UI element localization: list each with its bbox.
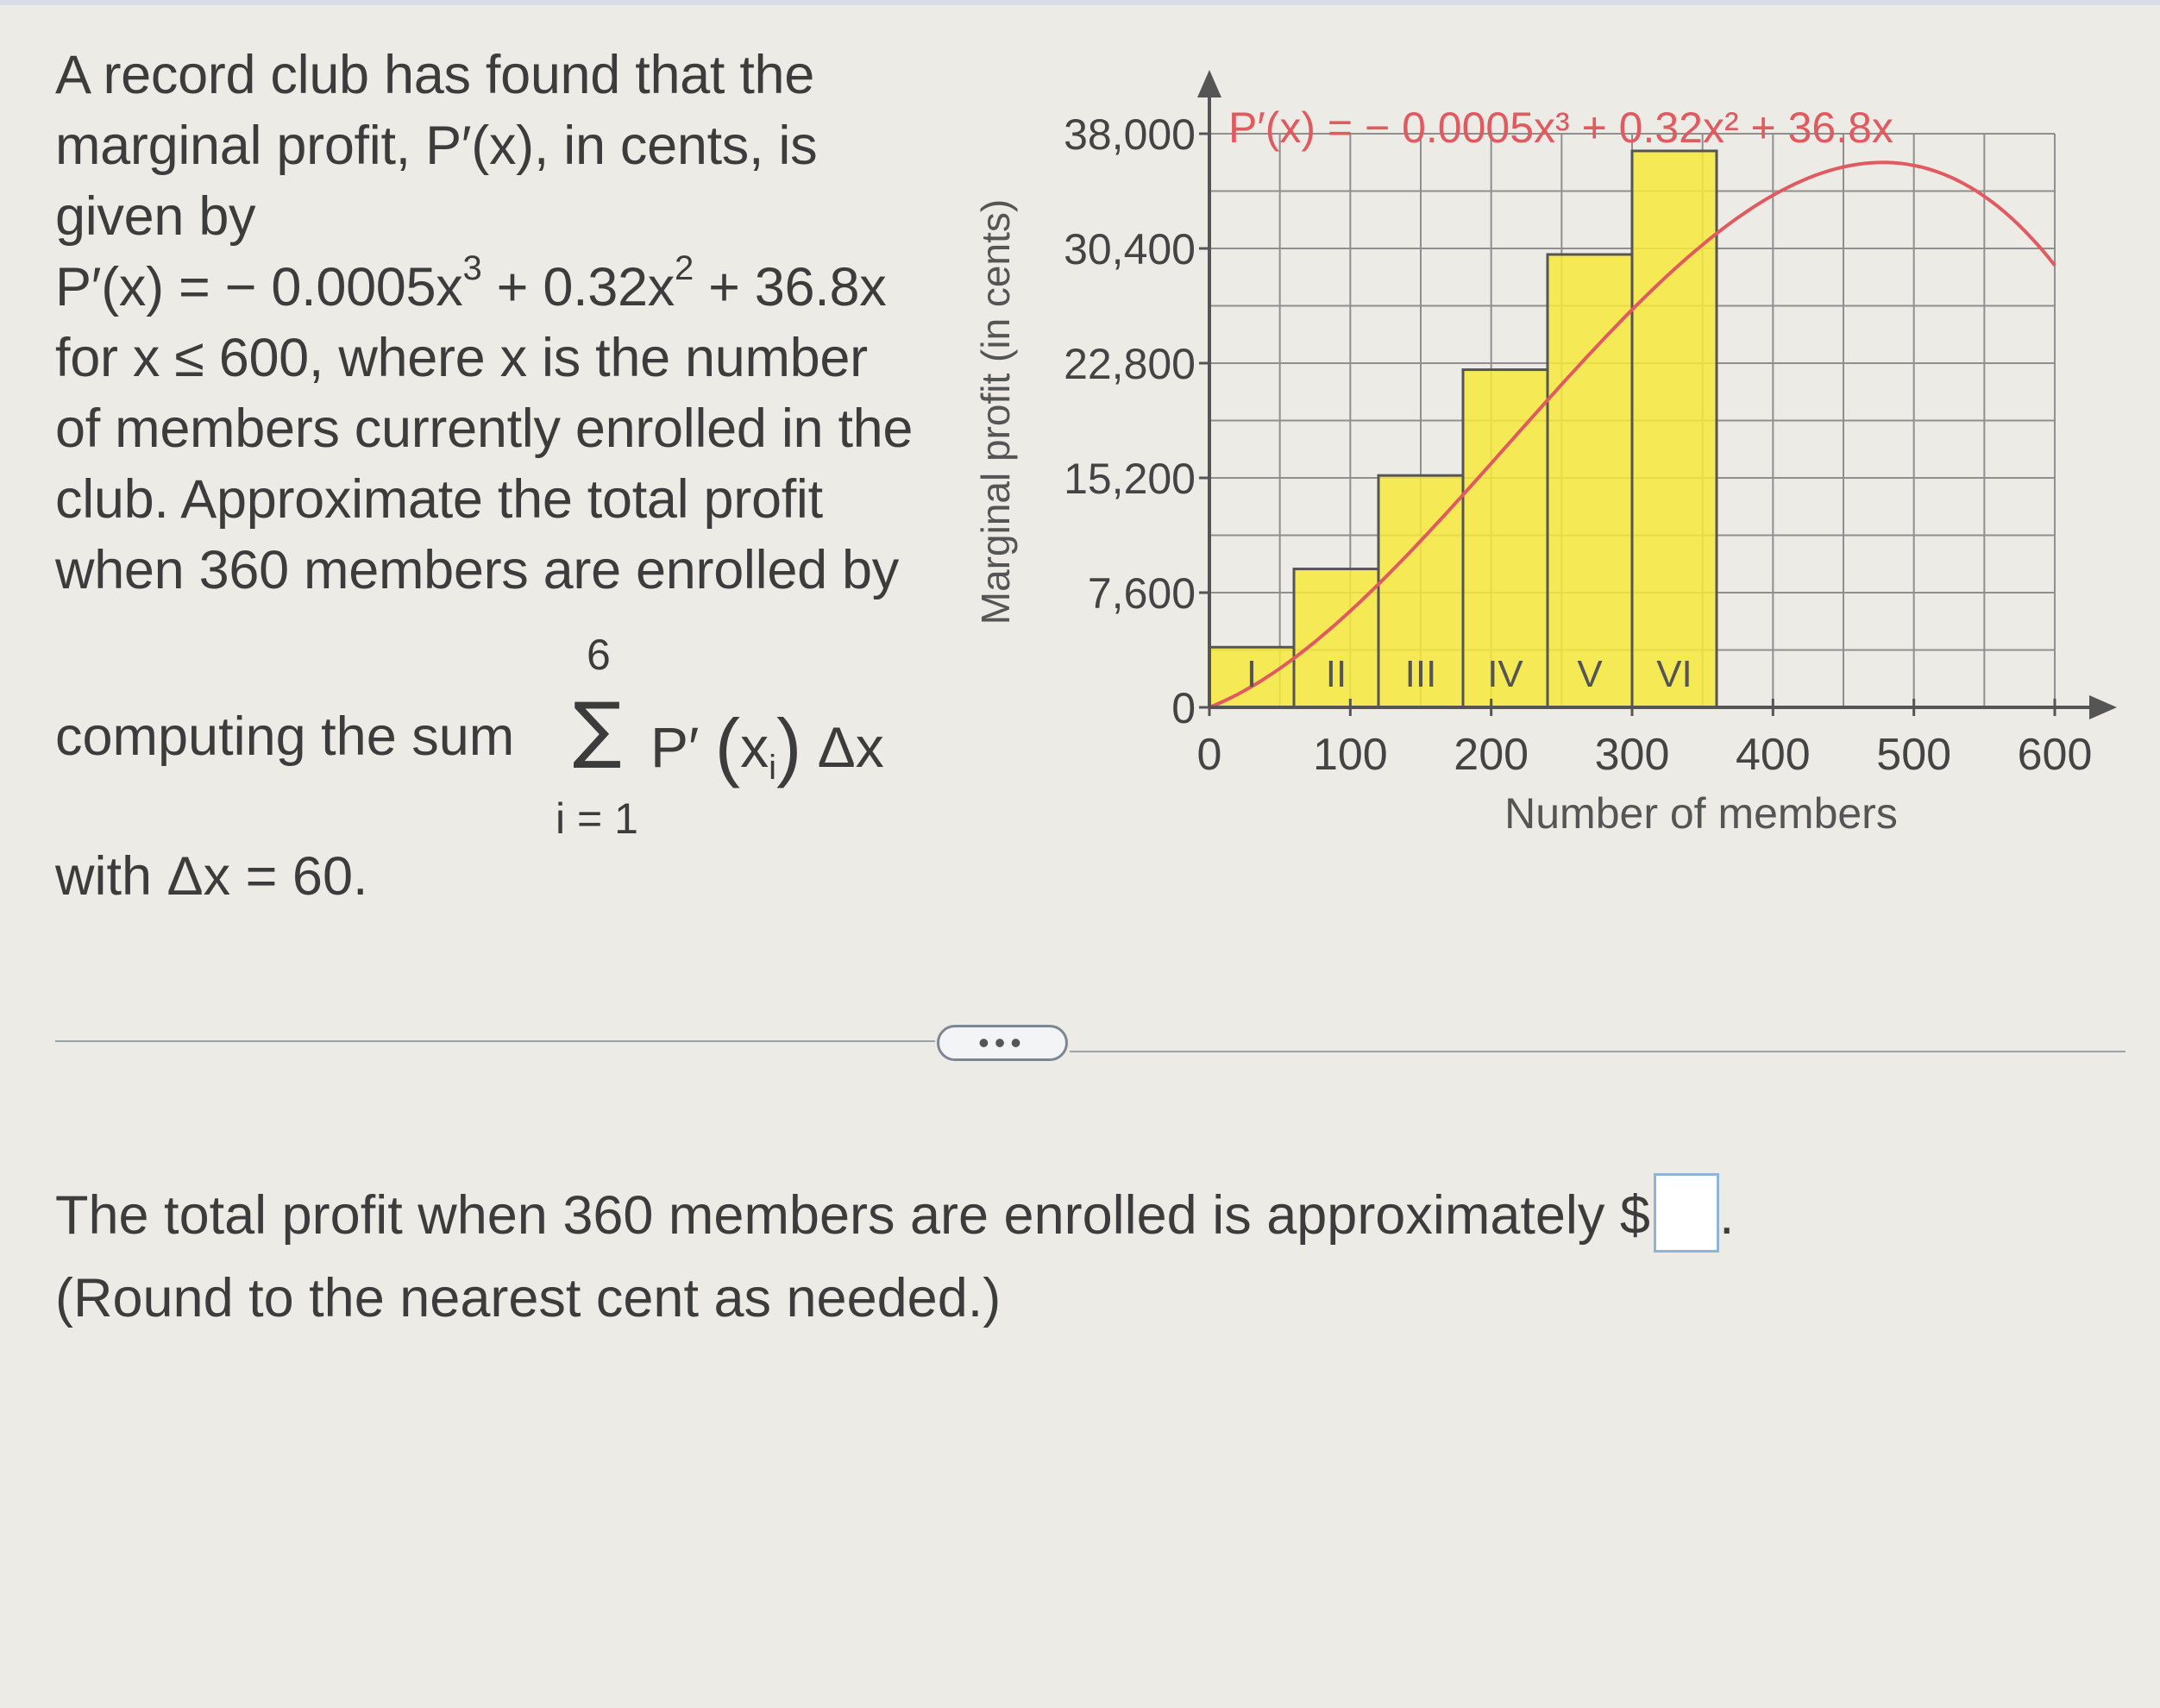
x-tick-label-0: 0 [1196, 730, 1222, 780]
sum-lead-text: computing the sum [55, 706, 515, 767]
answer-section [55, 1173, 1734, 1340]
summand-subscript: i [769, 749, 776, 788]
problem-line-1: A record club has found that the [55, 45, 814, 105]
x-axis-arrow [2089, 695, 2117, 719]
rect-label-4: IV [1487, 653, 1523, 695]
riemann-rect-6 [1632, 151, 1717, 707]
equation-lhs: P′(x) = − 0.0005x [55, 257, 463, 317]
x-tick-label-100: 100 [1312, 730, 1388, 780]
divider-right [1070, 1051, 2125, 1052]
answer-line-1 [55, 1173, 1734, 1257]
problem-line-3: given by [55, 186, 256, 247]
summand-dx: Δx [817, 715, 884, 779]
riemann-chart [958, 52, 2148, 863]
y-axis-arrow [1197, 70, 1221, 97]
riemann-sum-expression [55, 630, 952, 854]
rectangles-layer [1209, 151, 1717, 707]
answer-line-2: (Round to the nearest cent as needed.) [55, 1268, 1002, 1328]
rect-label-3: III [1404, 653, 1437, 695]
sum-lower-limit: i = 1 [556, 794, 638, 843]
answer-period: . [1718, 1185, 1735, 1246]
problem-text [55, 40, 970, 606]
y-tick-label-2: 15,200 [1064, 455, 1196, 503]
rect-label-5: V [1577, 653, 1603, 695]
sigma-symbol: ∑ [573, 687, 622, 771]
equation-rhs: + 36.8x [693, 257, 887, 317]
y-axis-label: Marginal profit (in cents) [973, 198, 1018, 625]
problem-line-4: for x ≤ 600, where x is the number [55, 328, 868, 388]
y-tick-label-5: 38,000 [1064, 110, 1196, 159]
equation-mid: + 0.32x [481, 257, 675, 317]
equation-exp-3: 3 [462, 249, 482, 287]
x-tick-label-500: 500 [1876, 730, 1952, 780]
x-tick-label-300: 300 [1594, 730, 1670, 780]
summand: P′ $(x_i)$ Δx [650, 703, 884, 788]
more-options-button[interactable]: ••• [937, 1025, 1068, 1061]
x-axis-label: Number of members [1504, 789, 1898, 838]
problem-line-6: club. Approximate the total profit [55, 469, 823, 530]
equation-exp-2: 2 [674, 249, 694, 287]
problem-line-2: marginal profit, P′(x), in cents, is [55, 116, 818, 176]
summand-p: P′ [650, 715, 700, 779]
summand-x: x [740, 715, 769, 779]
problem-line-7: when 360 members are enrolled by [55, 540, 899, 600]
chart-svg [958, 52, 2148, 863]
answer-prompt: The total profit when 360 members are enrolled is approximately $ [55, 1185, 1650, 1246]
rect-label-6: VI [1656, 653, 1692, 695]
problem-line-5: of members currently enrolled in the [55, 399, 914, 459]
answer-input[interactable] [1654, 1173, 1719, 1253]
delta-x-statement: with Δx = 60. [55, 846, 368, 907]
divider-left [55, 1040, 935, 1042]
chart-title: P′(x) = − 0.0005x³ + 0.32x² + 36.8x [1228, 104, 1893, 152]
y-tick-label-3: 22,800 [1064, 340, 1196, 388]
top-edge [0, 0, 2160, 5]
y-tick-label-1: 7,600 [1087, 569, 1196, 618]
x-tick-label-200: 200 [1454, 730, 1529, 780]
x-tick-label-400: 400 [1735, 730, 1811, 780]
rect-label-2: II [1325, 653, 1347, 695]
profit-equation [55, 249, 970, 323]
x-tick-label-600: 600 [2017, 730, 2093, 780]
y-tick-label-4: 30,400 [1064, 225, 1196, 273]
y-tick-label-0: 0 [1171, 684, 1196, 732]
rect-label-1: I [1246, 653, 1258, 695]
sum-upper-limit: 6 [587, 631, 611, 679]
